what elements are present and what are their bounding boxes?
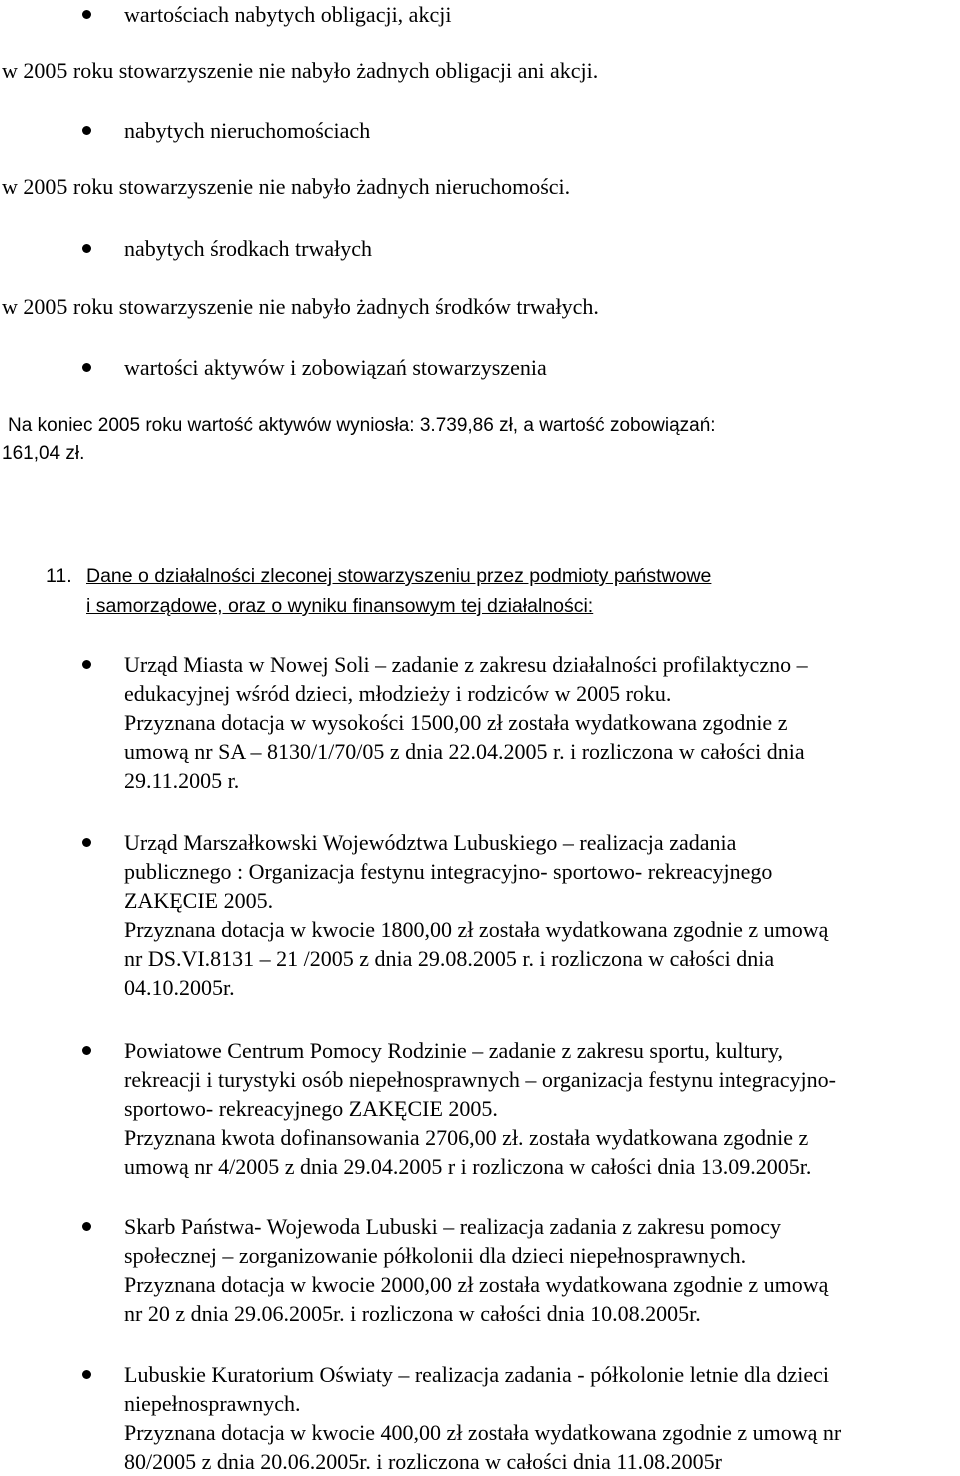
section-number: 11. — [46, 565, 72, 587]
bullet-text: nabytych środkach trwałych — [124, 236, 373, 261]
bullet-icon — [82, 838, 91, 847]
entry-line: Przyznana dotacja w kwocie 400,00 zł została wydatkowana zgodnie z umową nr — [124, 1420, 842, 1445]
entry-line: 04.10.2005r. — [124, 975, 235, 1000]
entry-line: publicznego : Organizacja festynu integracyjno- sportowo- rekreacyjnego — [124, 859, 773, 884]
entry-line: umową nr SA – 8130/1/70/05 z dnia 22.04.2005 r. i rozliczona w całości dnia — [124, 739, 805, 764]
entry-line: społecznej – zorganizowanie półkolonii dla dzieci niepełnosprawnych. — [124, 1243, 747, 1268]
entry-line: edukacyjnej wśród dzieci, młodzieży i rodziców w 2005 roku. — [124, 681, 672, 706]
bullet-icon — [82, 660, 91, 669]
entry-line: Skarb Państwa- Wojewoda Lubuski – realizacja zadania z zakresu pomocy — [124, 1214, 781, 1239]
assets-line-1: Na koniec 2005 roku wartość aktywów wyniosła: 3.739,86 zł, a wartość zobowiązań: — [8, 415, 716, 436]
section-title-line-1: Dane o działalności zleconej stowarzyszeniu przez podmioty państwowe — [86, 565, 712, 587]
entry-line: Urząd Marszałkowski Województwa Lubuskiego – realizacja zadania — [124, 830, 737, 855]
entry-line: Przyznana dotacja w kwocie 2000,00 zł została wydatkowana zgodnie z umową — [124, 1272, 829, 1297]
entry-line: Przyznana kwota dofinansowania 2706,00 zł. została wydatkowana zgodnie z — [124, 1125, 809, 1150]
entry-line: Lubuskie Kuratorium Oświaty – realizacja zadania - półkolonie letnie dla dzieci — [124, 1362, 829, 1387]
bullet-icon — [82, 126, 91, 135]
entry-line: Powiatowe Centrum Pomocy Rodzinie – zadanie z zakresu sportu, kultury, — [124, 1038, 784, 1063]
bullet-icon — [82, 10, 91, 19]
paragraph: w 2005 roku stowarzyszenie nie nabyło żadnych nieruchomości. — [2, 174, 571, 199]
bullet-icon — [82, 1222, 91, 1231]
entry-line: 29.11.2005 r. — [124, 768, 240, 793]
bullet-icon — [82, 244, 91, 253]
section-title-line-2: i samorządowe, oraz o wyniku finansowym tej działalności: — [86, 595, 594, 617]
bullet-icon — [82, 363, 91, 372]
entry-line: Przyznana dotacja w wysokości 1500,00 zł została wydatkowana zgodnie z — [124, 710, 788, 735]
entry-line: rekreacji i turystyki osób niepełnosprawnych – organizacja festynu integracyjno- — [124, 1067, 836, 1092]
entry-line: nr 20 z dnia 29.06.2005r. i rozliczona w całości dnia 10.08.2005r. — [124, 1301, 701, 1326]
bullet-icon — [82, 1046, 91, 1055]
assets-line-2: 161,04 zł. — [2, 443, 85, 464]
bullet-text: wartości aktywów i zobowiązań stowarzyszenia — [124, 355, 547, 380]
bullet-text: wartościach nabytych obligacji, akcji — [124, 2, 452, 27]
entry-line: 80/2005 z dnia 20.06.2005r. i rozliczona w całości dnia 11.08.2005r — [124, 1449, 722, 1474]
paragraph: w 2005 roku stowarzyszenie nie nabyło żadnych obligacji ani akcji. — [2, 58, 599, 83]
entry-line: umową nr 4/2005 z dnia 29.04.2005 r i rozliczona w całości dnia 13.09.2005r. — [124, 1154, 812, 1179]
entry-line: ZAKĘCIE 2005. — [124, 888, 274, 913]
entry-line: niepełnosprawnych. — [124, 1391, 301, 1416]
entry-line: Urząd Miasta w Nowej Soli – zadanie z zakresu działalności profilaktyczno – — [124, 652, 808, 677]
entry-line: sportowo- rekreacyjnego ZAKĘCIE 2005. — [124, 1096, 498, 1121]
entry-line: Przyznana dotacja w kwocie 1800,00 zł została wydatkowana zgodnie z umową — [124, 917, 829, 942]
bullet-text: nabytych nieruchomościach — [124, 118, 371, 143]
entry-line: nr DS.VI.8131 – 21 /2005 z dnia 29.08.2005 r. i rozliczona w całości dnia — [124, 946, 775, 971]
bullet-icon — [82, 1370, 91, 1379]
paragraph: w 2005 roku stowarzyszenie nie nabyło żadnych środków trwałych. — [2, 294, 599, 319]
